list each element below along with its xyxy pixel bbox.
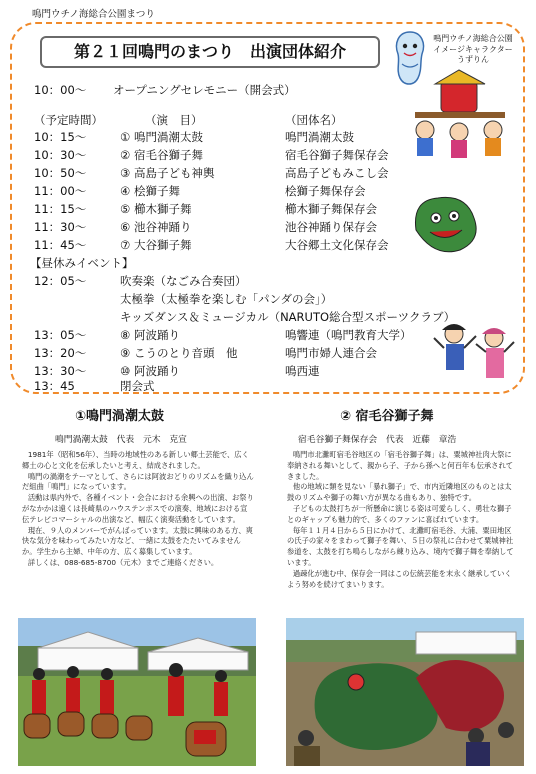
lunch-item: 吹奏楽（なごみ合奏団） xyxy=(120,274,247,288)
schedule-group: 大谷郷土文化保存会 xyxy=(285,238,389,252)
schedule-time: 10：30～ xyxy=(34,148,87,162)
schedule-program: ⑧ 阿波踊り xyxy=(120,328,180,342)
schedule-group: 池谷神踊り保存会 xyxy=(285,220,377,234)
lion-dance-photo xyxy=(286,618,524,766)
schedule-time: 11：15～ xyxy=(34,202,87,216)
schedule-program: ⑥ 池谷神踊り xyxy=(120,220,192,234)
schedule-program: ⑨ こうのとり音頭 他 xyxy=(120,346,238,360)
schedule-program: ⑩ 阿波踊り xyxy=(120,364,180,378)
schedule-program: 閉会式 xyxy=(120,379,155,393)
schedule-time: 11：30～ xyxy=(34,220,87,234)
page-title: 第２１回鳴門のまつり 出演団体紹介 xyxy=(40,36,380,68)
schedule-group: 宿毛谷獅子舞保存会 xyxy=(285,148,389,162)
schedule-program: ⑤ 櫛木獅子舞 xyxy=(120,202,192,216)
site-header: 鳴門ウチノ海総合公園まつり xyxy=(32,9,155,20)
lunch-item: キッズダンス＆ミュージカル（NARUTO総合型スポーツクラブ） xyxy=(120,310,456,324)
left-article-title: ①鳴門渦潮太鼓 xyxy=(75,409,165,424)
schedule-time: 13：45 xyxy=(34,379,75,393)
schedule-group: 高島子どもみこし会 xyxy=(285,166,389,180)
schedule-program: ④ 桧獅子舞 xyxy=(120,184,180,198)
schedule-program: ② 宿毛谷獅子舞 xyxy=(120,148,203,162)
lunch-time: 12：05～ xyxy=(34,274,87,288)
schedule-time: 11：00～ xyxy=(34,184,87,198)
schedule-group: 鳴門市婦人連合会 xyxy=(285,346,377,360)
schedule-time: 13：20～ xyxy=(34,346,87,360)
schedule-group: 鳴門渦潮太鼓 xyxy=(285,130,354,144)
schedule-group: 桧獅子舞保存会 xyxy=(285,184,366,198)
awa-odori-illustration xyxy=(430,318,520,390)
lunch-heading: 【昼休みイベント】 xyxy=(30,256,134,270)
left-article-body: 1981年（昭和56年）、当時の地域性のある新しい郷土芸能で、広く郷土の心と文化を伝承したいと考え、結成されました。 鳴門の渦潮をテーマとして、さらには阿波おどりのリズムを織り込んだ組曲「鳴門」になっています。 活動は県内外で、各種イベント・会合における余興への出演、お祭りがなかかは遠くは長崎県のハウステンボスでの演奏、地域における宣伝テレビコマーシャルの出演など、幅広く演奏活動をしています。 現在、９人のメンバーでがんばっています。太鼓に興味のある方、爽快な気分を味わってみたい方など、一緒に太鼓をたたいてみませんか。学生から主婦、中年の方、広く募集しています。 詳しくは、088-685-8700（元木）までご連絡ください。 xyxy=(22,450,254,567)
opening-time: 10：00～ xyxy=(34,83,87,97)
mascot-caption: 鳴門ウチノ海総合公園 イメージキャラクター うずりん xyxy=(433,34,513,64)
lion-dance-illustration xyxy=(408,190,488,260)
schedule-program: ⑦ 大谷獅子舞 xyxy=(120,238,192,252)
right-article-body: 鳴門市北灘町宿毛谷地区の「宿毛谷獅子舞」は、粟城神社肉大祭に奉納される舞いとして、親から子、子から孫へと何百年も伝承されてきました。 他の地域に類を見ない「暴れ獅子」で、市内近隣地区のものとは太鼓のリズムや獅子の舞い方が異なる曲もあり、独特です。 子どもの太鼓打ちが一所懸命に演じる姿は可愛らしく、勇壮な獅子とのギャップも魅力的で、多くのファンに喜ばれています。 毎年１１月４日から５日にかけて、北灘町宿毛谷、大浦、粟田地区の氏子の家々をまわって獅子を舞い、５日の祭礼に合わせて粟城神社参道を、太鼓を打ち鳴らしながら練り込み、境内で獅子舞を奉納しています。 過疎化が進む中、保存会一同はこの伝統芸能を末永く継承していくよう努めを続けてまいります。 xyxy=(287,450,514,589)
left-article-subtitle: 鳴門渦潮太鼓 代表 元木 克宣 xyxy=(55,435,187,445)
schedule-time: 10：50～ xyxy=(34,166,87,180)
schedule-time: 13：30～ xyxy=(34,364,87,378)
header-group: （団体名） xyxy=(285,113,343,127)
header-program: （演 目） xyxy=(145,113,203,127)
schedule-time: 13：05～ xyxy=(34,328,87,342)
header-time: （予定時間） xyxy=(34,113,103,127)
schedule-program: ③ 高島子ども神輿 xyxy=(120,166,215,180)
schedule-group: 鳴響連（鳴門教育大学） xyxy=(285,328,412,342)
schedule-group: 鳴西連 xyxy=(285,364,320,378)
opening-label: オープニングセレモニー（開会式） xyxy=(113,83,296,97)
schedule-time: 11：45～ xyxy=(34,238,87,252)
right-article-subtitle: 宿毛谷獅子舞保存会 代表 近藤 章浩 xyxy=(298,435,457,445)
schedule-program: ① 鳴門渦潮太鼓 xyxy=(120,130,203,144)
mikoshi-illustration xyxy=(405,68,515,163)
schedule-group: 櫛木獅子舞保存会 xyxy=(285,202,377,216)
schedule-time: 10：15～ xyxy=(34,130,87,144)
right-article-title: ② 宿毛谷獅子舞 xyxy=(340,409,434,424)
taiko-photo xyxy=(18,618,256,766)
lunch-item: 太極拳（太極拳を楽しむ「パンダの会」） xyxy=(120,292,333,306)
